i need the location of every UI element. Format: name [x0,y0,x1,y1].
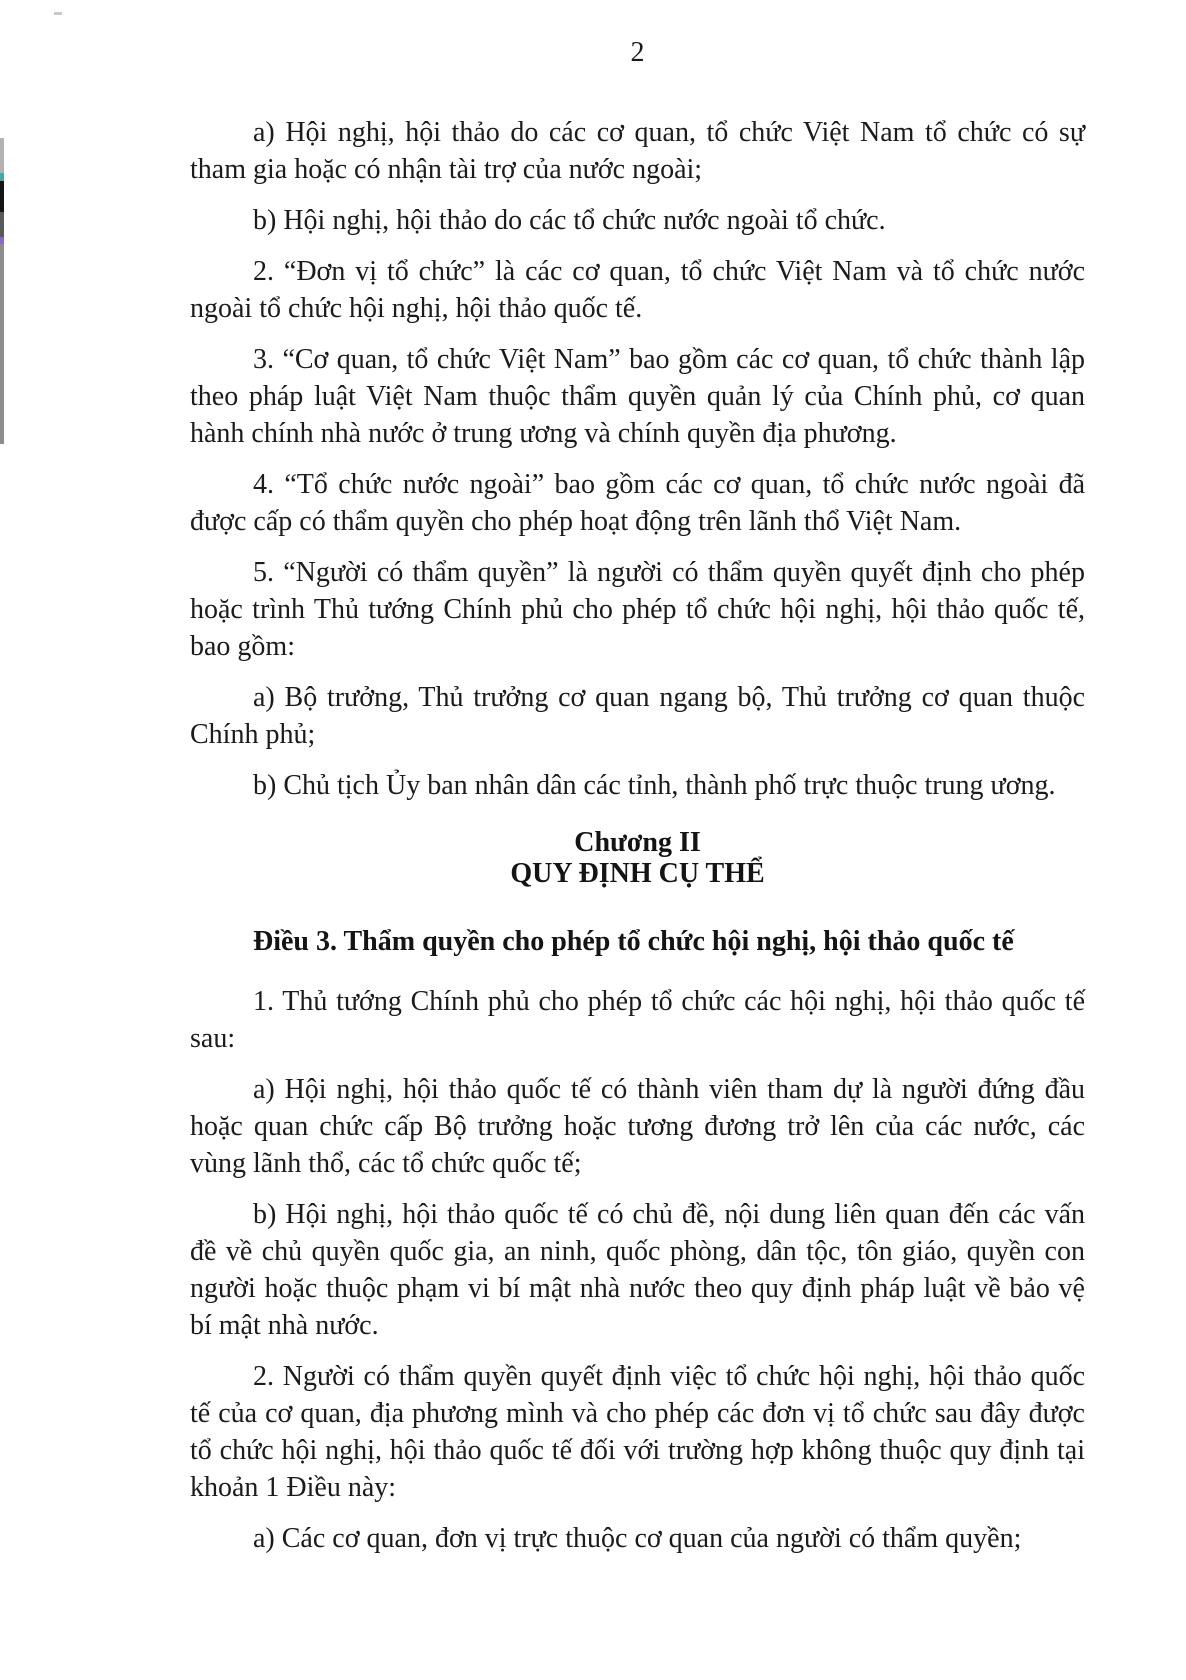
paragraph-clause-2-definition: 2. “Đơn vị tổ chức” là các cơ quan, tổ chức Việt Nam và tổ chức nước ngoài tổ chức hội nghị, hội thảo quốc tế. [190,256,1085,324]
paragraph-point-a-ministers: a) Bộ trưởng, Thủ trưởng cơ quan ngang bộ, Thủ trưởng cơ quan thuộc Chính phủ; [190,682,1085,750]
paragraph-clause-5-definition: 5. “Người có thẩm quyền” là người có thẩm quyền quyết định cho phép hoặc trình Thủ tướng Chính phủ cho phép tổ chức hội nghị, hội thảo quốc tế, bao gồm: [190,557,1085,662]
scan-artifact-strip-purple [0,237,4,244]
paragraph-point-a-subordinate-units: a) Các cơ quan, đơn vị trực thuộc cơ quan của người có thẩm quyền; [253,1523,1022,1554]
paragraph-point-b-sensitive-topics: b) Hội nghị, hội thảo quốc tế có chủ đề, nội dung liên quan đến các vấn đề về chủ quyền quốc gia, an ninh, quốc phòng, dân tộc, tôn giáo, quyền con người hoặc thuộc phạm vi bí mật nhà nước theo quy định pháp luật về bảo vệ bí mật nhà nước. [190,1199,1085,1341]
paragraph-point-a-participation: a) Hội nghị, hội thảo do các cơ quan, tổ chức Việt Nam tổ chức có sự tham gia hoặc có nhận tài trợ của nước ngoài; [190,117,1085,185]
scan-artifact-strip-light [0,138,4,173]
chapter-title: Chương II [574,827,701,858]
article-3-heading: Điều 3. Thẩm quyền cho phép tổ chức hội nghị, hội thảo quốc tế [253,926,1014,957]
paragraph-clause-3-definition: 3. “Cơ quan, tổ chức Việt Nam” bao gồm các cơ quan, tổ chức thành lập theo pháp luật Việt Nam thuộc thẩm quyền quản lý của Chính phủ, cơ quan hành chính nhà nước ở trung ương và chính quyền địa phương. [190,344,1085,449]
paragraph-clause-2-authority: 2. Người có thẩm quyền quyết định việc tổ chức hội nghị, hội thảo quốc tế của cơ quan, địa phương mình và cho phép các đơn vị tổ chức sau đây được tổ chức hội nghị, hội thảo quốc tế đối với trường hợp không thuộc quy định tại khoản 1 Điều này: [190,1361,1085,1503]
chapter-subtitle: QUY ĐỊNH CỤ THỂ [510,858,765,889]
paragraph-point-b-foreign-org: b) Hội nghị, hội thảo do các tổ chức nước ngoài tổ chức. [253,205,886,236]
scan-artifact-strip-teal [0,173,4,181]
scan-artifact-strip-black [0,181,4,212]
scan-artifact-strip-dark [0,212,4,237]
paragraph-point-b-chairpersons: b) Chủ tịch Ủy ban nhân dân các tỉnh, thành phố trực thuộc trung ương. [253,770,1056,801]
page-number: 2 [630,37,645,68]
document-content [190,114,1085,1571]
paragraph-clause-4-definition: 4. “Tổ chức nước ngoài” bao gồm các cơ quan, tổ chức nước ngoài đã được cấp có thẩm quyền cho phép hoạt động trên lãnh thổ Việt Nam. [190,469,1085,537]
scan-artifact-top-mark [54,12,62,15]
paragraph-point-a-high-level: a) Hội nghị, hội thảo quốc tế có thành viên tham dự là người đứng đầu hoặc quan chức cấp Bộ trưởng hoặc tương đương trở lên của các nước, các vùng lãnh thổ, các tổ chức quốc tế; [190,1074,1085,1179]
scan-artifact-strip-gray [0,244,4,444]
paragraph-clause-1-pm-permission: 1. Thủ tướng Chính phủ cho phép tổ chức các hội nghị, hội thảo quốc tế sau: [190,986,1085,1054]
chapter-heading [190,827,1085,889]
